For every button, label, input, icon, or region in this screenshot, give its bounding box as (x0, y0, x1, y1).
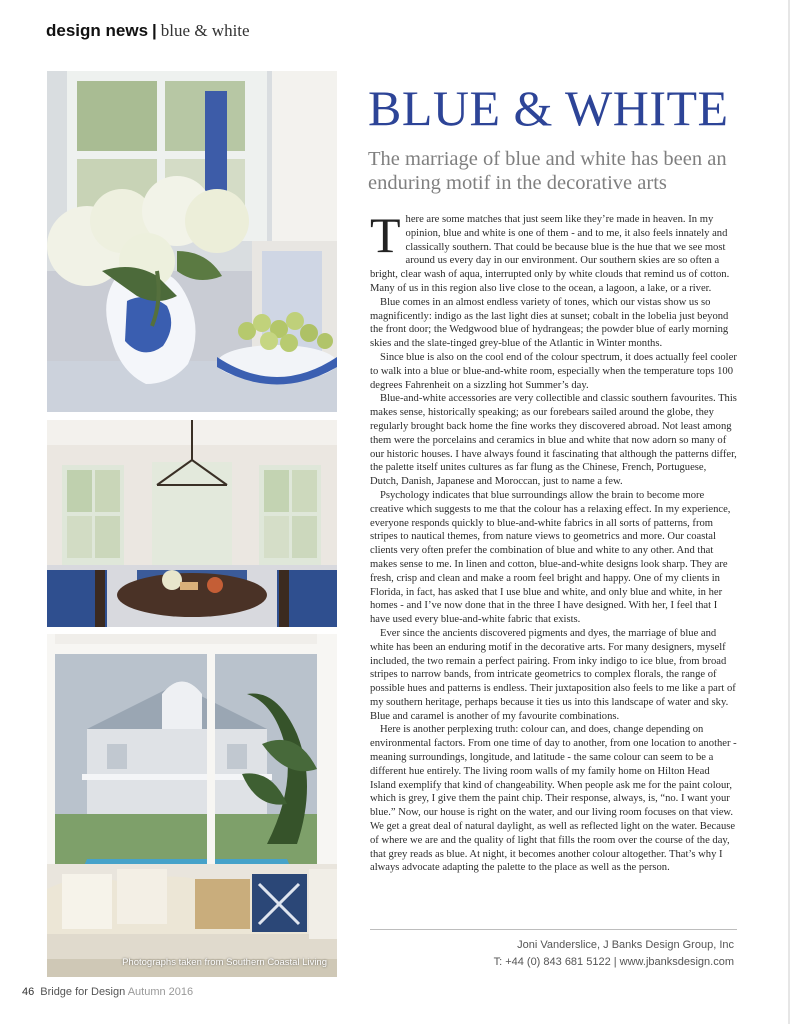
drop-cap: T (370, 207, 401, 263)
photo-hydrangea-vase-art (47, 71, 337, 412)
body-paragraph: Psychology indicates that blue surroundings allow the brain to become more creative which suggests to me that the colour has a relaxing effect. In my experience, everyone responds quickly to blue-and-white fabrics in all sorts of patterns, from stripes to nautical themes, from nature views to geometrics and more. Our coastal clients very often prefer the combination of blue and white to any other. And that makes sense to me. In linen and cotton, blue-and-white designs look sharp. They are fresh, crisp and clean and make a room feel bright and happy. One of my clients in Florida, in fact, has asked that I use blue and white, and only blue and white, in her homes - and I’ve now done that in the three I have designed. With her, I feel that I have used every blue-and-white fabric that exists. (370, 489, 731, 626)
magazine-name: Bridge for Design (40, 986, 126, 998)
page-footer (22, 986, 193, 998)
body-paragraph: Blue comes in an almost endless variety of tones, which our vistas show us so magnificently: indigo as the last light dies at sunset; cobalt in the lobelia just beyond the front door; the Wedgwood blue of hydrangeas; the powder blue of early morning skies and the slate-tinged grey-blue of the Atlantic in Winter months. (370, 296, 729, 350)
article-subtitle: The marriage of blue and white has been an enduring motif in the decorative arts (368, 148, 727, 194)
photo-breakfast-nook-art (47, 420, 337, 627)
body-paragraph (370, 207, 737, 296)
photo-caption: Photographs taken from Southern Coastal Living (122, 957, 327, 968)
author-credit: Joni Vanderslice, J Banks Design Group, Inc (517, 939, 734, 951)
page-number: 46 (22, 986, 35, 998)
article-body (370, 207, 737, 875)
article-title: BLUE & WHITE (368, 80, 729, 136)
section-separator: | (152, 21, 157, 40)
credit-divider (370, 929, 737, 930)
body-paragraph-text: here are some matches that just seem like they’re made in heaven. In my opinion, blue and white is one of them - and to me, it also feels innately and classically southern. That could be because blue is the hue that we see most around us every day in our environment. Our southern skies are so often a bright, clear wash of aqua, interrupted only by white clouds that remind us of cotton. Many of us in this region also live close to the ocean, a lagoon, a lake, or a river. (370, 214, 730, 294)
photo-pool-living-room (47, 634, 337, 977)
body-paragraph: Since blue is also on the cool end of the colour spectrum, it does actually feel cooler to walk into a blue or blue-and-white room, especially when the temperature tops 100 degrees Fahrenheit on a sizzling hot Summer’s day. (370, 351, 737, 391)
issue-label: Autumn 2016 (127, 986, 194, 998)
photo-breakfast-nook (47, 420, 337, 627)
body-paragraph: Ever since the ancients discovered pigments and dyes, the marriage of blue and white has been an enduring motif in the decorative arts. For many designers, myself included, the two remain a perfect pairing. From inky indigo to ice blue, from broad stripes to narrow bands, from intricate geometrics to complex florals, the range of possible hues and patterns is endless. Their juxtaposition also feels to me like a part of my southern heritage, perhaps because it ties us into this landscape of water and sky. Blue and caramel is another of my favourite combinations. (370, 627, 736, 722)
photo-pool-living-room-art (47, 634, 337, 977)
author-contact: T: +44 (0) 843 681 5122 | www.jbanksdesign.com (493, 956, 734, 968)
photo-hydrangea-vase (47, 71, 337, 412)
section-label: design news (46, 21, 149, 40)
section-topic: blue & white (160, 21, 250, 40)
body-paragraph: Here is another perplexing truth: colour can, and does, change depending on environmental factors. From one time of day to another, from one location to another - meaning surroundings, longitude, and latitude - the same colour can seem to be a different hue entirely. The living room walls of my family home on Hilton Head Island exemplify that kind of changeability. When people ask me for the paint colour, which is grey, I give them the paint chip. Their response, always, is, “no. I want your blue.” Now, our house is right on the water, and our living room focuses on that view. We get a great deal of natural daylight, as well as reflected light on the water. Because of where we are and the quality of light that fills the room over the course of the day, that grey reads as blue. At night, it becomes another colour altogether. That’s why I always advocate adapting the palette to the place as well as the person. (370, 724, 737, 874)
section-header (46, 21, 250, 41)
body-paragraph: Blue-and-white accessories are very collectible and classic southern favourites. This makes sense, historically speaking; as our forebears sailed around the globe, they regularly brought back home the fine works they discovered abroad. Not least among them were the porcelains and ceramics in blue and white that now adorn so many of our historic houses. I have always found it fascinating that although the patterns differ, the palette itself unites cultures as far flung as the Chinese, French, Portuguese, Dutch, Danish, Japanese and Moroccan, just to name a few. (370, 393, 737, 488)
